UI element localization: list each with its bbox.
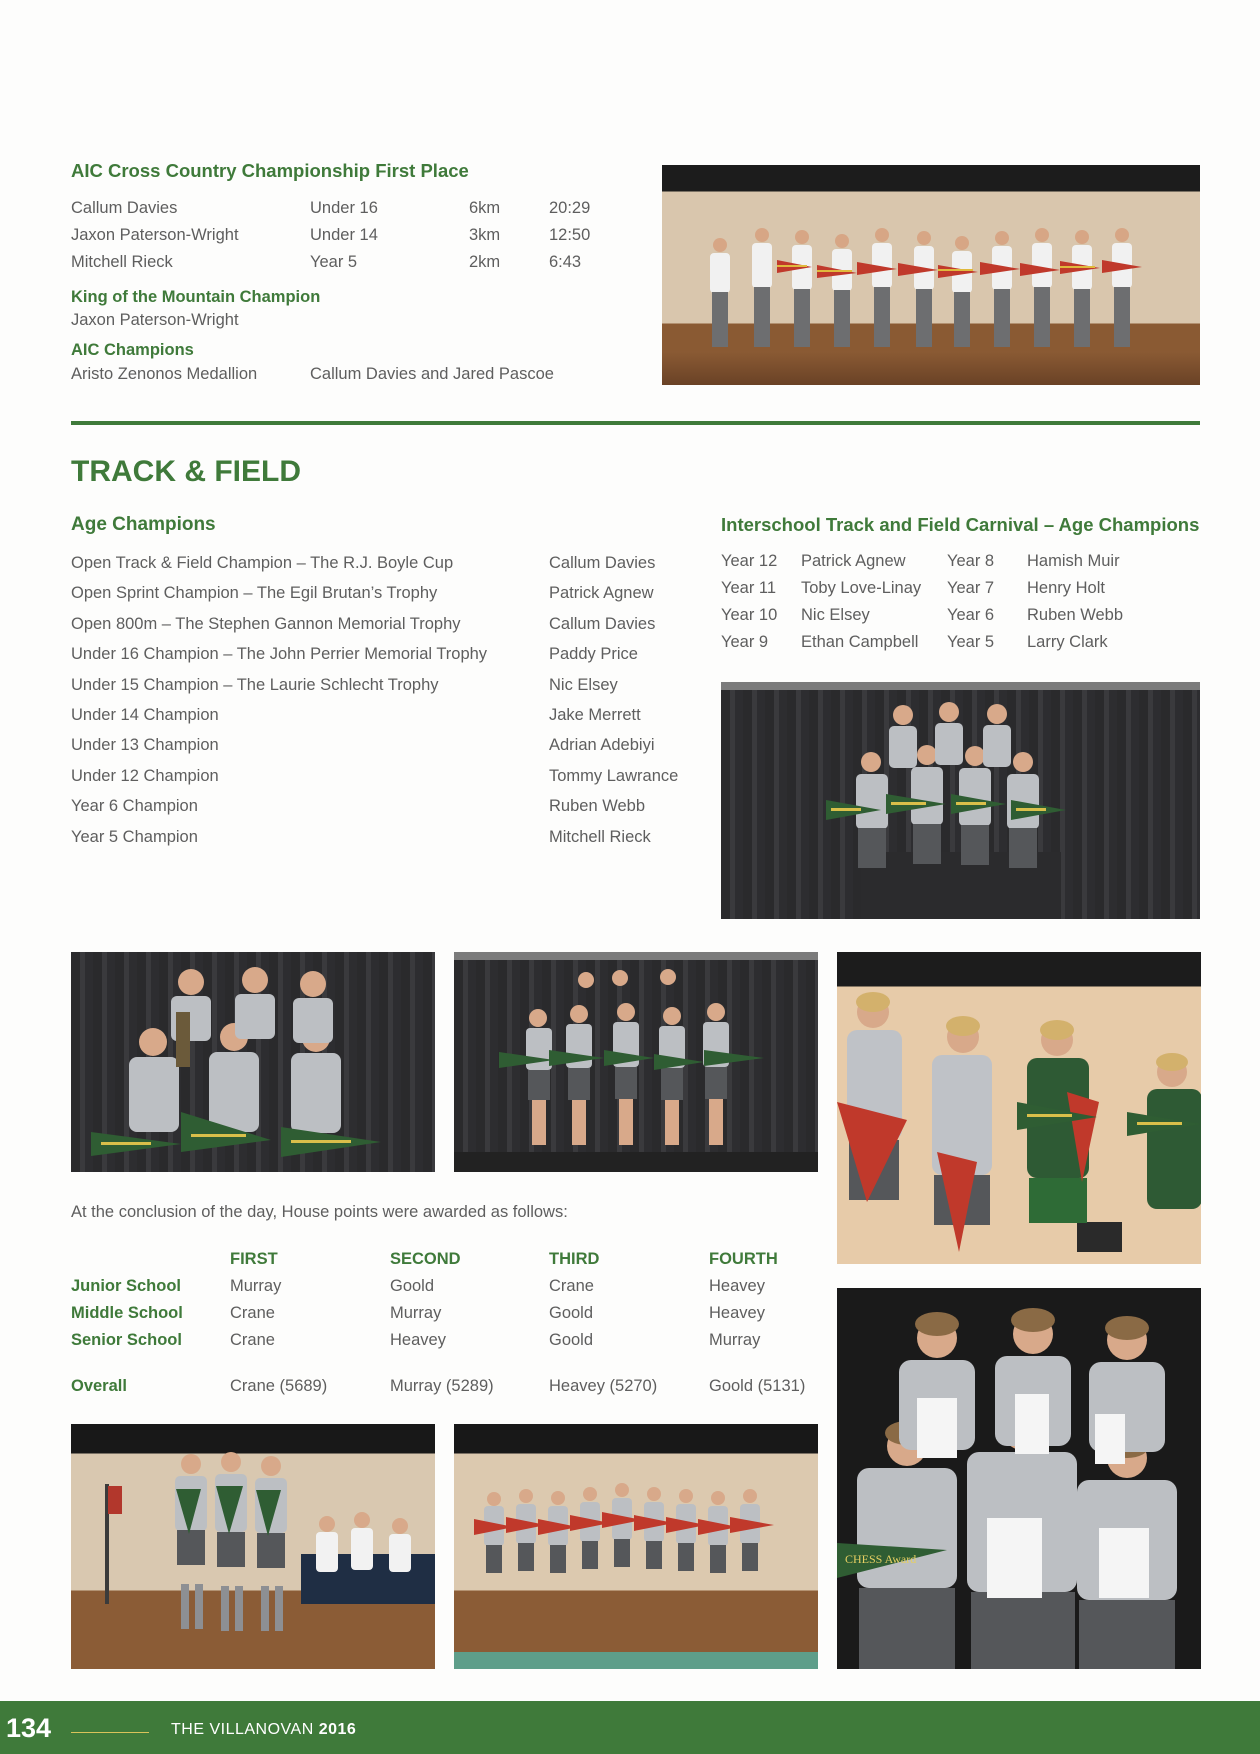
column-header-second: SECOND — [390, 1250, 461, 1268]
interschool-champions-figures — [721, 682, 1200, 919]
result-time: 6:43 — [549, 253, 582, 271]
age-winner: Jake Merrett — [549, 706, 641, 724]
junior-champions-figures — [837, 952, 1201, 1264]
place-second: Goold — [390, 1277, 435, 1295]
row-label: Senior School — [71, 1331, 182, 1349]
aic-award: Aristo Zenonos Medallion — [71, 365, 258, 383]
publication-year: 2016 — [318, 1721, 357, 1738]
interschool-name: Toby Love-Linay — [801, 579, 922, 597]
interschool-year: Year 12 — [721, 552, 778, 570]
age-award: Year 6 Champion — [71, 797, 198, 816]
row-label: Junior School — [71, 1277, 182, 1295]
age-champion-row — [71, 670, 711, 700]
interschool-year: Year 8 — [947, 552, 995, 570]
sprint-champions-figures — [454, 952, 818, 1172]
result-division: Under 16 — [310, 199, 378, 217]
place-second: Murray (5289) — [390, 1377, 494, 1395]
interschool-name: Ethan Campbell — [801, 633, 919, 651]
age-champion-row — [71, 700, 711, 730]
place-third: Goold — [549, 1331, 594, 1349]
result-division: Year 5 — [310, 253, 358, 271]
column-header-third: THIRD — [549, 1250, 600, 1268]
age-champion-row — [71, 730, 711, 760]
result-division: Under 14 — [310, 226, 378, 244]
age-champion-row — [71, 609, 711, 639]
aic-winners: Callum Davies and Jared Pascoe — [310, 365, 554, 383]
age-winner: Callum Davies — [549, 614, 656, 633]
place-third: Heavey (5270) — [549, 1377, 658, 1395]
age-award: Open Sprint Champion – The Egil Brutan’s Trophy — [71, 584, 438, 603]
footer-rule — [71, 1732, 149, 1733]
cross-country-row — [71, 222, 631, 249]
age-champion-row — [71, 822, 711, 852]
interschool-row — [721, 575, 1201, 602]
age-winner: Paddy Price — [549, 645, 638, 664]
age-champion-row — [71, 578, 711, 608]
junior-champions-photo — [837, 952, 1201, 1264]
place-first: Murray — [230, 1277, 282, 1295]
interschool-year: Year 9 — [721, 633, 769, 651]
interschool-row — [721, 602, 1201, 629]
interschool-name: Patrick Agnew — [801, 552, 906, 570]
cross-country-heading: AIC Cross Country Championship First Place — [71, 160, 469, 181]
interschool-name: Hamish Muir — [1027, 552, 1120, 570]
column-header-first: FIRST — [230, 1250, 278, 1268]
interschool-name: Henry Holt — [1027, 579, 1105, 597]
place-second: Heavey — [390, 1331, 446, 1349]
row-label: Middle School — [71, 1304, 183, 1322]
interschool-row — [721, 548, 1201, 575]
place-first: Crane — [230, 1331, 275, 1349]
age-award: Open 800m – The Stephen Gannon Memorial Trophy — [71, 614, 461, 633]
house-points-header-row — [71, 1246, 831, 1273]
place-fourth: Murray — [709, 1331, 761, 1349]
age-award: Under 14 Champion — [71, 706, 219, 724]
age-champion-row — [71, 639, 711, 669]
interschool-year: Year 6 — [947, 606, 995, 624]
interschool-list — [721, 548, 1201, 656]
place-fourth: Heavey — [709, 1304, 765, 1322]
result-distance: 6km — [469, 199, 501, 217]
cross-country-team-figures — [662, 165, 1200, 385]
king-of-mountain-heading: King of the Mountain Champion — [71, 288, 321, 306]
result-name: Jaxon Paterson-Wright — [71, 226, 239, 244]
interschool-heading: Interschool Track and Field Carnival – Age Champions — [721, 514, 1200, 535]
house-points-row — [71, 1273, 831, 1300]
age-champion-row — [71, 761, 711, 791]
age-champions-list — [71, 548, 711, 854]
age-winner: Adrian Adebiyi — [549, 736, 655, 755]
house-points-table — [71, 1246, 831, 1396]
age-winner: Callum Davies — [549, 554, 656, 572]
cross-country-row — [71, 195, 631, 222]
interschool-row — [721, 629, 1201, 656]
age-winner: Mitchell Rieck — [549, 827, 651, 846]
age-award: Under 16 Champion – The John Perrier Memorial Trophy — [71, 645, 488, 664]
relay-team-figures — [454, 1424, 818, 1669]
interschool-year: Year 7 — [947, 579, 995, 597]
interschool-name: Larry Clark — [1027, 633, 1108, 651]
page-number: 134 — [6, 1713, 52, 1743]
age-award: Open Track & Field Champion – The R.J. Boyle Cup — [71, 554, 454, 572]
place-third: Crane — [549, 1277, 594, 1295]
track-field-title: TRACK & FIELD — [71, 455, 301, 488]
aic-champions-heading: AIC Champions — [71, 341, 194, 359]
age-award: Year 5 Champion — [71, 827, 198, 846]
row-label: Overall — [71, 1377, 127, 1395]
interschool-year: Year 5 — [947, 633, 995, 651]
result-name: Callum Davies — [71, 199, 178, 217]
interschool-champions-photo — [721, 682, 1200, 919]
place-fourth: Heavey — [709, 1277, 765, 1295]
place-third: Goold — [549, 1304, 594, 1322]
place-second: Murray — [390, 1304, 442, 1322]
chess-award-photo — [837, 1288, 1201, 1669]
publication-name: THE VILLANOVAN — [171, 1721, 314, 1738]
result-name: Mitchell Rieck — [71, 253, 173, 271]
age-winner: Nic Elsey — [549, 675, 618, 694]
result-distance: 3km — [469, 226, 501, 244]
age-winner: Ruben Webb — [549, 797, 646, 816]
age-champion-row — [71, 791, 711, 821]
cross-country-team-photo — [662, 165, 1200, 385]
place-first: Crane — [230, 1304, 275, 1322]
result-time: 12:50 — [549, 226, 591, 244]
king-of-mountain-name: Jaxon Paterson-Wright — [71, 311, 239, 329]
chess-pennant-text: CHESS Award — [845, 1552, 917, 1566]
age-award: Under 15 Champion – The Laurie Schlecht Trophy — [71, 675, 439, 694]
column-header-fourth: FOURTH — [709, 1250, 778, 1268]
senior-champions-photo — [71, 952, 435, 1172]
cross-country-results — [71, 195, 631, 276]
result-distance: 2km — [469, 253, 501, 271]
house-points-row — [71, 1327, 831, 1354]
result-time: 20:29 — [549, 199, 591, 217]
age-winner: Patrick Agnew — [549, 584, 654, 603]
footer-publication — [171, 1718, 356, 1742]
house-trio-photo — [71, 1424, 435, 1669]
sprint-champions-photo — [454, 952, 818, 1172]
interschool-name: Nic Elsey — [801, 606, 870, 624]
age-award: Under 12 Champion — [71, 766, 219, 785]
age-winner: Tommy Lawrance — [549, 766, 679, 785]
senior-champions-figures — [71, 952, 435, 1172]
chess-award-figures — [837, 1288, 1201, 1669]
house-points-overall-row — [71, 1373, 831, 1400]
place-fourth: Goold (5131) — [709, 1377, 806, 1395]
interschool-name: Ruben Webb — [1027, 606, 1124, 624]
house-points-row — [71, 1300, 831, 1327]
place-first: Crane (5689) — [230, 1377, 328, 1395]
house-points-intro: At the conclusion of the day, House points were awarded as follows: — [71, 1203, 568, 1221]
interschool-year: Year 10 — [721, 606, 778, 624]
age-award: Under 13 Champion — [71, 736, 219, 755]
section-divider — [71, 421, 1200, 425]
cross-country-row — [71, 249, 631, 276]
house-trio-figures — [71, 1424, 435, 1669]
relay-team-photo — [454, 1424, 818, 1669]
age-champion-row — [71, 548, 711, 578]
interschool-year: Year 11 — [721, 579, 777, 597]
age-champions-heading: Age Champions — [71, 514, 216, 535]
